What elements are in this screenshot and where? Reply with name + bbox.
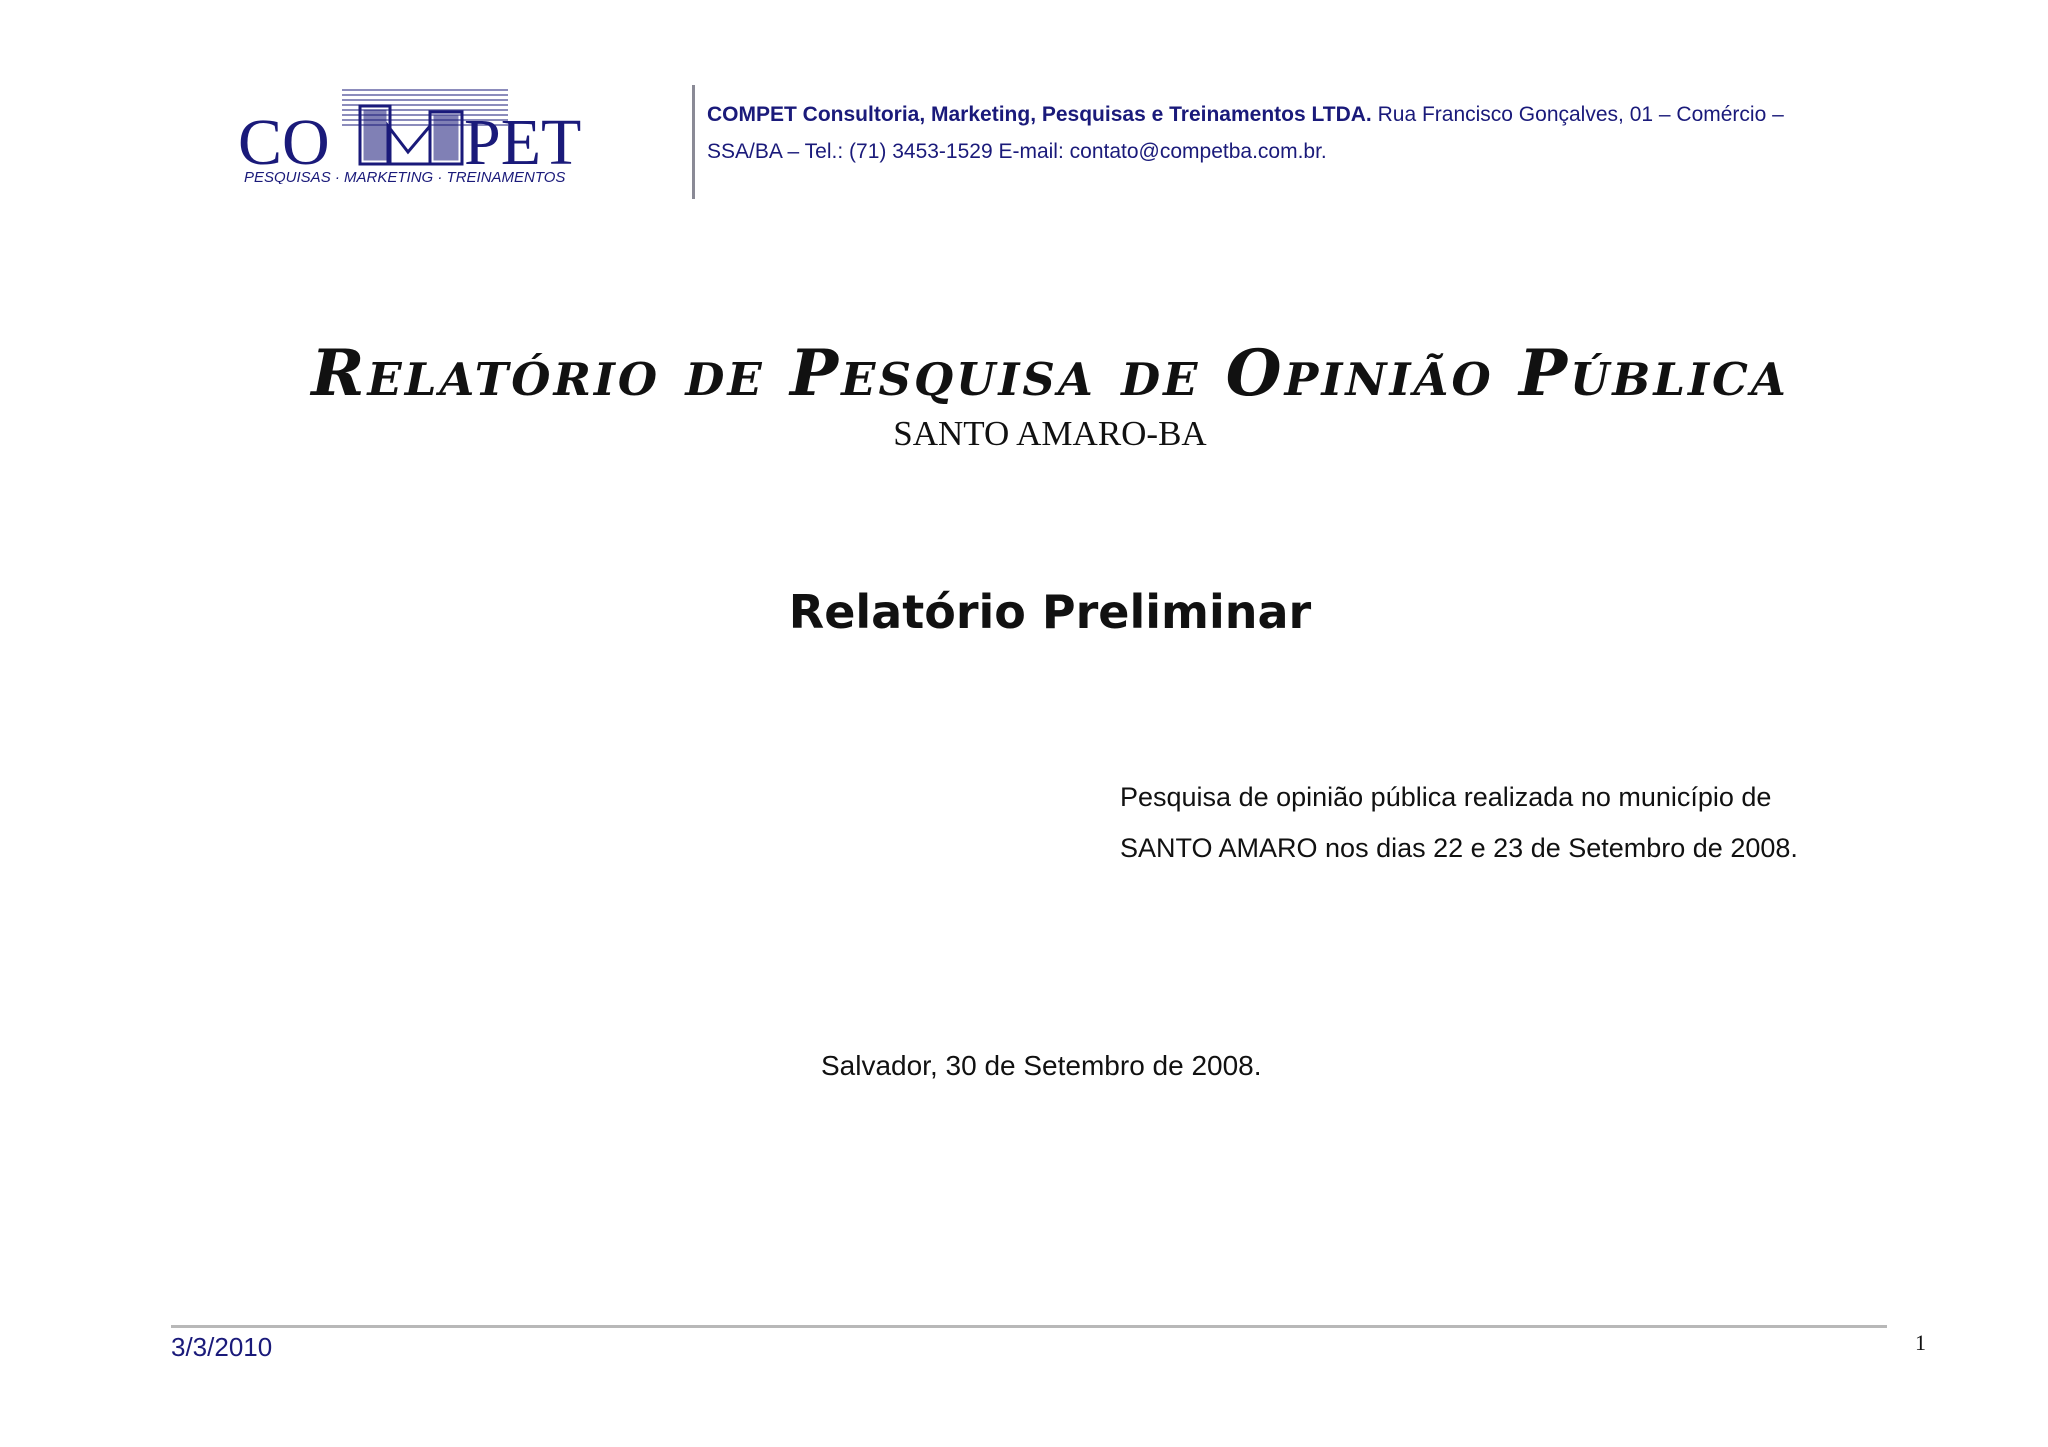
description-line-1: Pesquisa de opinião pública realizada no município de — [1120, 782, 1772, 812]
document-subtitle: SANTO AMARO-BA — [893, 414, 1207, 453]
survey-description — [1120, 772, 1900, 874]
address-line-2: SSA/BA – Tel.: (71) 3453-1529 E-mail: contato@competba.com.br. — [707, 140, 1327, 163]
document-title: Relatório de Pesquisa de Opinião Pública — [311, 336, 1789, 411]
place-and-date: Salvador, 30 de Setembro de 2008. — [821, 1050, 1262, 1081]
header-contact-info — [707, 96, 1887, 170]
footer-divider — [171, 1325, 1887, 1328]
company-name: COMPET Consultoria, Marketing, Pesquisas e Treinamentos LTDA. — [707, 103, 1372, 126]
report-type-heading: Relatório Preliminar — [788, 585, 1312, 639]
company-logo — [238, 86, 638, 184]
svg-text:PET: PET — [464, 106, 582, 179]
description-line-2: SANTO AMARO nos dias 22 e 23 de Setembro de 2008. — [1120, 833, 1798, 863]
compet-logo-graphic — [238, 86, 638, 184]
header-divider — [692, 85, 695, 199]
footer-date: 3/3/2010 — [171, 1332, 273, 1362]
svg-text:CO: CO — [238, 106, 330, 179]
address-line-1: Rua Francisco Gonçalves, 01 – Comércio – — [1377, 103, 1784, 126]
page-number: 1 — [1915, 1330, 1926, 1355]
svg-text:PESQUISAS · MARKETING · TREINA: PESQUISAS · MARKETING · TREINAMENTOS — [244, 169, 566, 184]
